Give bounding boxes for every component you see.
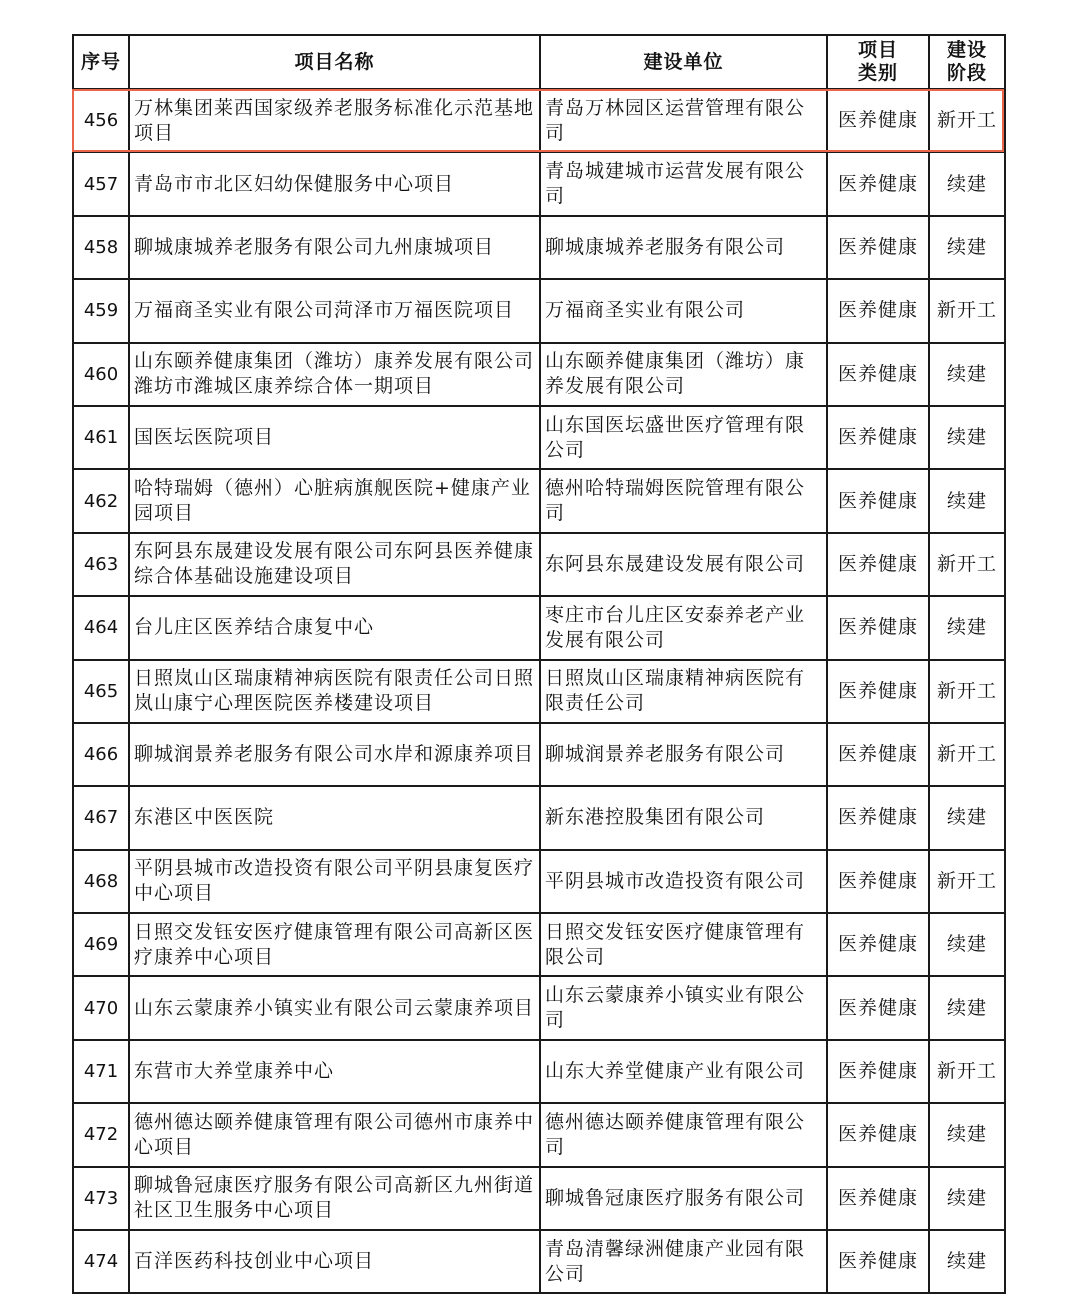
- header-project-name: 项目名称: [129, 35, 540, 89]
- construction-unit-cell: 山东大养堂健康产业有限公司: [540, 1040, 827, 1103]
- construction-unit-cell: 日照交发钰安医疗健康管理有限公司: [540, 913, 827, 976]
- project-table-sheet: [72, 34, 1004, 1294]
- serial-number-cell: 467: [73, 786, 129, 849]
- construction-unit-cell: 枣庄市台儿庄区安泰养老产业发展有限公司: [540, 596, 827, 659]
- header-construction-stage-label: 建设阶段: [946, 39, 987, 84]
- table-row: [73, 1167, 1005, 1230]
- table-header: [73, 35, 1005, 89]
- project-category-cell: 医养健康: [827, 533, 929, 596]
- project-category-cell: 医养健康: [827, 279, 929, 342]
- project-category-cell: 医养健康: [827, 1230, 929, 1293]
- construction-unit-cell: 青岛万林园区运营管理有限公司: [540, 89, 827, 152]
- project-category-cell: 医养健康: [827, 216, 929, 279]
- project-name-cell: 日照岚山区瑞康精神病医院有限责任公司日照岚山康宁心理医院医养楼建设项目: [129, 660, 540, 723]
- table-row: [73, 343, 1005, 406]
- construction-stage-cell: 新开工: [929, 723, 1005, 786]
- project-name-cell: 聊城润景养老服务有限公司水岸和源康养项目: [129, 723, 540, 786]
- construction-stage-cell: 续建: [929, 152, 1005, 215]
- construction-stage-cell: 新开工: [929, 1040, 1005, 1103]
- header-serial-number: 序号: [73, 35, 129, 89]
- construction-stage-cell: 新开工: [929, 279, 1005, 342]
- table-row: [73, 660, 1005, 723]
- construction-unit-cell: 德州哈特瑞姆医院管理有限公司: [540, 469, 827, 532]
- project-category-cell: 医养健康: [827, 976, 929, 1039]
- project-category-cell: 医养健康: [827, 786, 929, 849]
- construction-stage-cell: 续建: [929, 976, 1005, 1039]
- header-construction-stage: [929, 35, 1005, 89]
- project-category-cell: 医养健康: [827, 89, 929, 152]
- project-name-cell: 东营市大养堂康养中心: [129, 1040, 540, 1103]
- project-category-cell: 医养健康: [827, 913, 929, 976]
- table-body: [73, 89, 1005, 1293]
- table-row: [73, 89, 1005, 152]
- project-category-cell: 医养健康: [827, 1167, 929, 1230]
- serial-number-cell: 456: [73, 89, 129, 152]
- project-category-cell: 医养健康: [827, 1040, 929, 1103]
- project-category-cell: 医养健康: [827, 406, 929, 469]
- serial-number-cell: 472: [73, 1103, 129, 1166]
- project-name-cell: 万林集团莱西国家级养老服务标准化示范基地项目: [129, 89, 540, 152]
- header-row: [73, 35, 1005, 89]
- header-project-category-label: 项目类别: [857, 39, 898, 84]
- table-row: [73, 723, 1005, 786]
- project-name-cell: 聊城鲁冠康医疗服务有限公司高新区九州街道社区卫生服务中心项目: [129, 1167, 540, 1230]
- table-row: [73, 406, 1005, 469]
- construction-unit-cell: 山东颐养健康集团（潍坊）康养发展有限公司: [540, 343, 827, 406]
- table-row: [73, 279, 1005, 342]
- construction-unit-cell: 山东云蒙康养小镇实业有限公司: [540, 976, 827, 1039]
- serial-number-cell: 464: [73, 596, 129, 659]
- table-row: [73, 913, 1005, 976]
- project-name-cell: 日照交发钰安医疗健康管理有限公司高新区医疗康养中心项目: [129, 913, 540, 976]
- header-construction-unit: 建设单位: [540, 35, 827, 89]
- project-category-cell: 医养健康: [827, 723, 929, 786]
- serial-number-cell: 473: [73, 1167, 129, 1230]
- table-row: [73, 1103, 1005, 1166]
- project-category-cell: 医养健康: [827, 1103, 929, 1166]
- project-name-cell: 聊城康城养老服务有限公司九州康城项目: [129, 216, 540, 279]
- project-name-cell: 国医坛医院项目: [129, 406, 540, 469]
- project-name-cell: 山东云蒙康养小镇实业有限公司云蒙康养项目: [129, 976, 540, 1039]
- table-row: [73, 152, 1005, 215]
- project-name-cell: 德州德达颐养健康管理有限公司德州市康养中心项目: [129, 1103, 540, 1166]
- construction-unit-cell: 德州德达颐养健康管理有限公司: [540, 1103, 827, 1166]
- construction-unit-cell: 万福商圣实业有限公司: [540, 279, 827, 342]
- construction-unit-cell: 东阿县东晟建设发展有限公司: [540, 533, 827, 596]
- construction-stage-cell: 续建: [929, 913, 1005, 976]
- construction-stage-cell: 续建: [929, 786, 1005, 849]
- serial-number-cell: 474: [73, 1230, 129, 1293]
- serial-number-cell: 465: [73, 660, 129, 723]
- project-name-cell: 东港区中医医院: [129, 786, 540, 849]
- header-project-category: [827, 35, 929, 89]
- serial-number-cell: 470: [73, 976, 129, 1039]
- construction-stage-cell: 新开工: [929, 89, 1005, 152]
- construction-stage-cell: 续建: [929, 216, 1005, 279]
- construction-stage-cell: 续建: [929, 1167, 1005, 1230]
- table-row: [73, 1040, 1005, 1103]
- construction-stage-cell: 新开工: [929, 850, 1005, 913]
- construction-stage-cell: 续建: [929, 406, 1005, 469]
- table-row: [73, 533, 1005, 596]
- serial-number-cell: 461: [73, 406, 129, 469]
- construction-stage-cell: 新开工: [929, 533, 1005, 596]
- project-name-cell: 青岛市市北区妇幼保健服务中心项目: [129, 152, 540, 215]
- serial-number-cell: 457: [73, 152, 129, 215]
- project-name-cell: 平阴县城市改造投资有限公司平阴县康复医疗中心项目: [129, 850, 540, 913]
- construction-unit-cell: 平阴县城市改造投资有限公司: [540, 850, 827, 913]
- project-category-cell: 医养健康: [827, 469, 929, 532]
- construction-unit-cell: 聊城润景养老服务有限公司: [540, 723, 827, 786]
- construction-unit-cell: 日照岚山区瑞康精神病医院有限责任公司: [540, 660, 827, 723]
- project-name-cell: 哈特瑞姆（德州）心脏病旗舰医院+健康产业园项目: [129, 469, 540, 532]
- construction-stage-cell: 续建: [929, 343, 1005, 406]
- table-row: [73, 216, 1005, 279]
- serial-number-cell: 463: [73, 533, 129, 596]
- serial-number-cell: 471: [73, 1040, 129, 1103]
- construction-unit-cell: 聊城康城养老服务有限公司: [540, 216, 827, 279]
- serial-number-cell: 459: [73, 279, 129, 342]
- construction-stage-cell: 续建: [929, 1230, 1005, 1293]
- construction-unit-cell: 聊城鲁冠康医疗服务有限公司: [540, 1167, 827, 1230]
- table-row: [73, 786, 1005, 849]
- serial-number-cell: 466: [73, 723, 129, 786]
- serial-number-cell: 460: [73, 343, 129, 406]
- table-row: [73, 850, 1005, 913]
- serial-number-cell: 469: [73, 913, 129, 976]
- table-row: [73, 596, 1005, 659]
- serial-number-cell: 462: [73, 469, 129, 532]
- construction-unit-cell: 青岛城建城市运营发展有限公司: [540, 152, 827, 215]
- serial-number-cell: 458: [73, 216, 129, 279]
- project-name-cell: 台儿庄区医养结合康复中心: [129, 596, 540, 659]
- project-name-cell: 百洋医药科技创业中心项目: [129, 1230, 540, 1293]
- table-row: [73, 976, 1005, 1039]
- project-category-cell: 医养健康: [827, 660, 929, 723]
- construction-stage-cell: 新开工: [929, 660, 1005, 723]
- construction-unit-cell: 山东国医坛盛世医疗管理有限公司: [540, 406, 827, 469]
- table-row: [73, 469, 1005, 532]
- project-name-cell: 万福商圣实业有限公司菏泽市万福医院项目: [129, 279, 540, 342]
- construction-unit-cell: 新东港控股集团有限公司: [540, 786, 827, 849]
- project-name-cell: 东阿县东晟建设发展有限公司东阿县医养健康综合体基础设施建设项目: [129, 533, 540, 596]
- construction-stage-cell: 续建: [929, 469, 1005, 532]
- table-row: [73, 1230, 1005, 1293]
- serial-number-cell: 468: [73, 850, 129, 913]
- project-table: [72, 34, 1006, 1294]
- project-category-cell: 医养健康: [827, 850, 929, 913]
- construction-stage-cell: 续建: [929, 1103, 1005, 1166]
- project-category-cell: 医养健康: [827, 596, 929, 659]
- project-name-cell: 山东颐养健康集团（潍坊）康养发展有限公司潍坊市潍城区康养综合体一期项目: [129, 343, 540, 406]
- construction-unit-cell: 青岛清馨绿洲健康产业园有限公司: [540, 1230, 827, 1293]
- construction-stage-cell: 续建: [929, 596, 1005, 659]
- project-category-cell: 医养健康: [827, 343, 929, 406]
- project-category-cell: 医养健康: [827, 152, 929, 215]
